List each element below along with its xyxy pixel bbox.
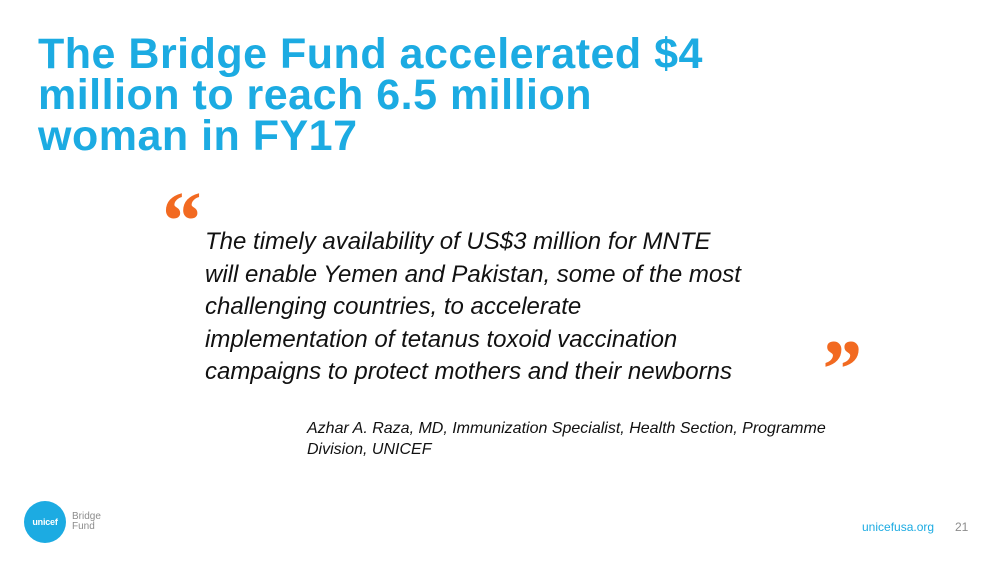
quote-line: implementation of tetanus toxoid vaccination [205,325,678,353]
unicef-logo-icon [24,501,66,543]
quote-line: challenging countries, to accelerate [205,293,582,320]
logo-text-line: Fund [72,521,95,532]
title-line: woman in FY17 [38,112,358,160]
attribution-line: Division, UNICEF [307,441,432,458]
quote-text [205,226,845,389]
quote-line: The timely availability of US$3 million for MNTE [205,228,711,255]
open-quote-icon: “ [158,175,200,268]
page-number: 21 [955,520,969,534]
quote-attribution [307,418,957,460]
unicef-bridge-fund-logo [24,501,101,543]
logo-circle-text: unicef [32,517,58,527]
quote-line: will enable Yemen and Pakistan, some of the most [205,260,741,288]
quote-line: campaigns to protect mothers and their newborns [205,358,732,385]
logo-text-line: Bridge [72,511,101,522]
slide-title [38,30,938,160]
attribution-line: Azhar A. Raza, MD, Immunization Specialist, Health Section, Programme [307,420,826,437]
footer-url-link[interactable]: unicefusa.org [862,520,935,534]
logo-wordmark [72,512,101,532]
close-quote-icon: ” [818,323,860,416]
title-line: The Bridge Fund accelerated $4 [38,30,703,78]
title-line: million to reach 6.5 million [38,71,592,119]
